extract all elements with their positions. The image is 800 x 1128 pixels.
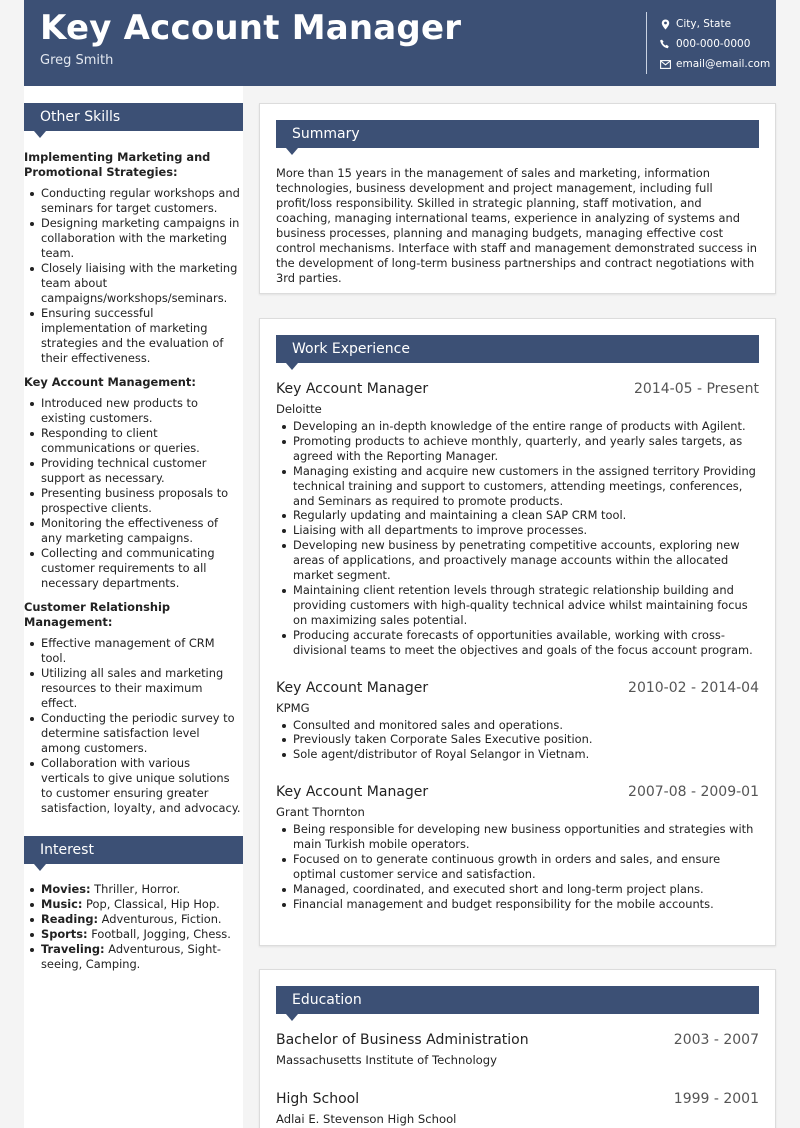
list-item: Presenting business proposals to prospective clients. bbox=[24, 486, 243, 516]
job-title: Key Account Manager bbox=[276, 381, 429, 397]
school: Massachusetts Institute of Technology bbox=[276, 1053, 497, 1067]
section-title-interest: Interest bbox=[24, 836, 243, 864]
list-item: Managing existing and acquire new customers in the assigned territory Providing technical training and support to customers, attending meetings, conferences, and Seminars as required to promote products. bbox=[276, 464, 759, 509]
contact-email[interactable]: email@email.com bbox=[658, 54, 770, 74]
list-item: Movies: Thriller, Horror. bbox=[24, 882, 243, 897]
list-item: Providing technical customer support as necessary. bbox=[24, 456, 243, 486]
list-item: Maintaining client retention levels through strategic relationship building and providing customers with high-quality technical advice whilst maintaining focus on maximizing sales potential. bbox=[276, 583, 759, 628]
list-item: Consulted and monitored sales and operations. bbox=[276, 718, 759, 733]
list-item: Monitoring the effectiveness of any marketing campaigns. bbox=[24, 516, 243, 546]
degree: Bachelor of Business Administration bbox=[276, 1032, 529, 1048]
list-item: Being responsible for developing new business opportunities and strategies with main Turkish mobile operators. bbox=[276, 822, 759, 852]
list-item: Responding to client communications or queries. bbox=[24, 426, 243, 456]
list-item: Closely liaising with the marketing team about campaigns/workshops/seminars. bbox=[24, 261, 243, 306]
skill-group-title: Implementing Marketing and Promotional Strategies: bbox=[24, 150, 211, 179]
list-item: Previously taken Corporate Sales Executive position. bbox=[276, 732, 759, 747]
list-item: Managed, coordinated, and executed short and long-term project plans. bbox=[276, 882, 759, 897]
location-pin-icon bbox=[658, 19, 672, 30]
list-item: Sole agent/distributor of Royal Selangor in Vietnam. bbox=[276, 747, 759, 762]
job-title: Key Account Manager bbox=[276, 784, 429, 801]
contact-location: City, State bbox=[658, 14, 770, 34]
list-item: Utilizing all sales and marketing resources to their maximum effect. bbox=[24, 666, 243, 711]
list-item: Conducting regular workshops and seminars for target customers. bbox=[24, 186, 243, 216]
job-duties bbox=[276, 822, 759, 911]
list-item: Ensuring successful implementation of marketing strategies and the evaluation of their effectiveness. bbox=[24, 306, 243, 366]
list-item: Introduced new products to existing customers. bbox=[24, 396, 243, 426]
work-experience-card bbox=[259, 318, 776, 946]
list-item: Traveling: Adventurous, Sight-seeing, Camping. bbox=[24, 942, 243, 972]
person-name: Greg Smith bbox=[40, 53, 114, 68]
list-item: Conducting the periodic survey to determine satisfaction level among customers. bbox=[24, 711, 243, 756]
job-entry bbox=[276, 784, 759, 911]
list-item: Financial management and budget responsibility for the mobile accounts. bbox=[276, 897, 759, 912]
list-item: Producing accurate forecasts of opportunities available, working with cross-divisional teams to meet the objectives and goals of the focus account program. bbox=[276, 628, 759, 658]
job-date: 2010-02 - 2014-04 bbox=[628, 679, 759, 696]
list-item: Effective management of CRM tool. bbox=[24, 636, 243, 666]
job-company: Deloitte bbox=[276, 402, 322, 416]
skill-group-title: Key Account Management: bbox=[24, 375, 196, 389]
header-divider bbox=[646, 12, 647, 74]
envelope-icon bbox=[658, 60, 672, 69]
resume-header bbox=[24, 0, 776, 86]
job-date: 2007-08 - 2009-01 bbox=[628, 784, 759, 801]
left-sidebar bbox=[24, 86, 243, 1128]
job-company: Grant Thornton bbox=[276, 805, 365, 820]
job-title: Key Account Manager bbox=[276, 679, 429, 696]
list-item: Liaising with all departments to improve processes. bbox=[276, 523, 759, 538]
job-entry bbox=[276, 680, 759, 763]
list-item: Developing an in-depth knowledge of the entire range of products with Agilent. bbox=[276, 419, 759, 434]
education-date: 2003 - 2007 bbox=[673, 1032, 759, 1048]
summary-text: More than 15 years in the management of sales and marketing, information technologies, business development and project management, including full profit/loss responsibility. Skilled in strategic planning, staff motivation, and coaching, managing international teams, experience in analyzing of systems and business processes, planning and managing budgets, managing effective cost control mechanisms. Interface with staff and management demonstrated success in the development of long-term business partnerships and contract negotiations with 3rd parties. bbox=[276, 166, 757, 285]
list-item: Regularly updating and maintaining a clean SAP CRM tool. bbox=[276, 508, 759, 523]
job-date: 2014-05 - Present bbox=[634, 381, 759, 397]
education-entry bbox=[276, 1091, 759, 1126]
summary-card bbox=[259, 103, 776, 294]
degree: High School bbox=[276, 1091, 360, 1107]
list-item: Promoting products to achieve monthly, quarterly, and yearly sales targets, as agreed with the Reporting Manager. bbox=[276, 434, 759, 464]
job-duties bbox=[276, 718, 759, 763]
list-item: Focused on to generate continuous growth in orders and sales, and ensure optimal customer service and satisfaction. bbox=[276, 852, 759, 882]
skill-list bbox=[24, 636, 243, 816]
education-card bbox=[259, 969, 776, 1128]
skill-list bbox=[24, 396, 243, 591]
education-entry bbox=[276, 1032, 759, 1067]
list-item: Sports: Football, Jogging, Chess. bbox=[24, 927, 243, 942]
skill-group-title: Customer Relationship Management: bbox=[24, 600, 171, 629]
list-item: Designing marketing campaigns in collaboration with the marketing team. bbox=[24, 216, 243, 261]
school: Adlai E. Stevenson High School bbox=[276, 1112, 457, 1126]
section-title-other-skills: Other Skills bbox=[24, 103, 243, 131]
section-title-work-experience: Work Experience bbox=[276, 335, 759, 363]
interest-section bbox=[24, 836, 243, 972]
list-item: Collecting and communicating customer requirements to all necessary departments. bbox=[24, 546, 243, 591]
section-title-education: Education bbox=[276, 986, 759, 1014]
skill-list bbox=[24, 186, 243, 366]
education-date: 1999 - 2001 bbox=[673, 1091, 759, 1107]
skills-section bbox=[24, 131, 243, 816]
job-entry bbox=[276, 381, 759, 658]
interest-list bbox=[24, 882, 243, 972]
job-duties bbox=[276, 419, 759, 658]
phone-icon bbox=[658, 39, 672, 49]
job-company: KPMG bbox=[276, 700, 310, 715]
contact-phone: 000-000-0000 bbox=[658, 34, 770, 54]
list-item: Developing new business by penetrating competitive accounts, exploring new areas of applications, and proactively manage accounts within the allocated market segment. bbox=[276, 538, 759, 583]
section-title-summary: Summary bbox=[276, 120, 759, 148]
job-title-heading: Key Account Manager bbox=[40, 8, 462, 48]
contact-info bbox=[658, 14, 770, 74]
list-item: Collaboration with various verticals to give unique solutions to customer ensuring greater satisfaction, loyalty, and advocacy. bbox=[24, 756, 243, 816]
list-item: Reading: Adventurous, Fiction. bbox=[24, 912, 243, 927]
list-item: Music: Pop, Classical, Hip Hop. bbox=[24, 897, 243, 912]
